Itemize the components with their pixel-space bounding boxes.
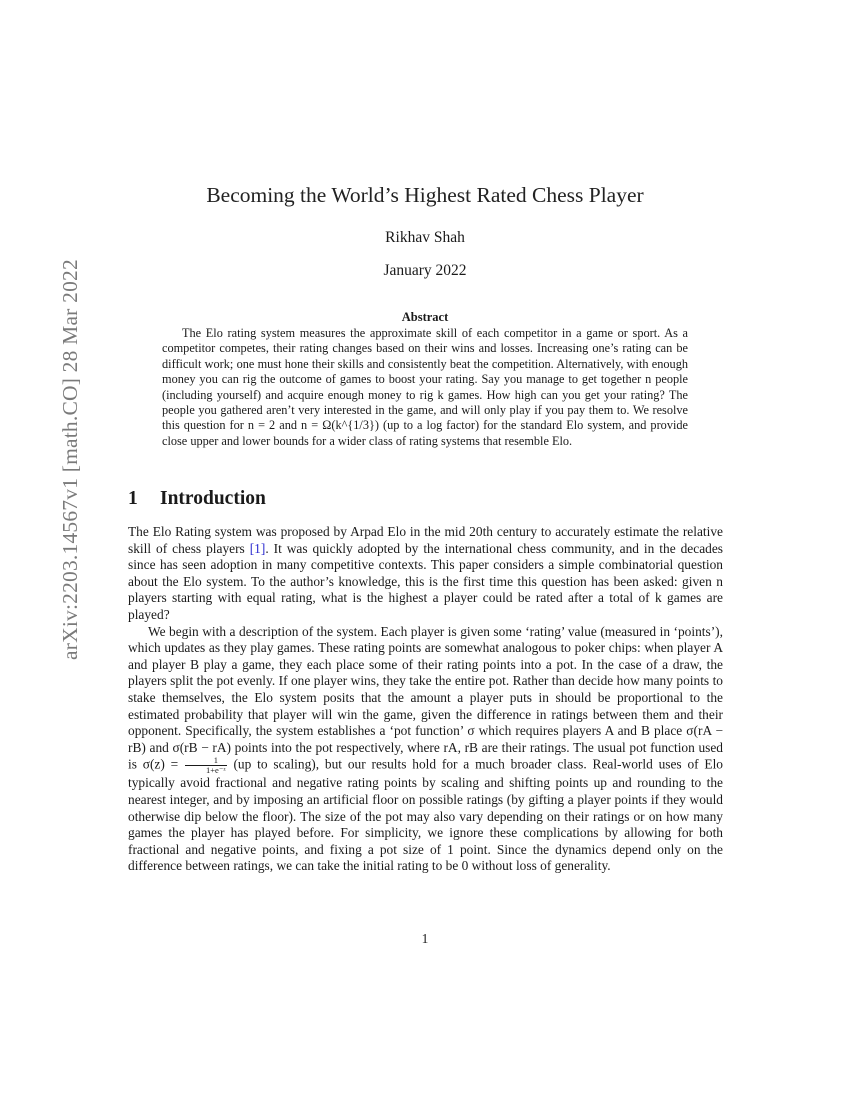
paper-title: Becoming the World’s Highest Rated Chess Player [206,183,644,207]
fraction-denominator: 1+e⁻ᶻ [206,765,226,776]
sigmoid-fraction [185,756,227,775]
paragraph-2-text-a: We begin with a description of the system. Each player is given some ‘rating’ value (measured in ‘points’), which updates as they play games. These rating points are somewhat analogous to poker chips: when player A and player B play a game, they each place some of their rating points into a pot. In the case of a draw, the players split the pot evenly. If one player wins, they take the entire pot. Rather than decide how many points to stake themselves, the Elo system posits that the amount a player puts in should be proportional to the estimated probability that player will win the game, given the difference in ratings between them and their opponent. Specifically, the system establishes a ‘pot function’ σ which requires players A and B place σ(rA − rB) and σ(rB − rA) points into the pot respectively, where rA, rB are their ratings. The usual pot function used is σ(z) = [128,623,723,772]
author-name: Rikhav Shah [385,229,465,246]
body-text [128,524,723,875]
paragraph-2 [128,624,723,875]
publication-date: January 2022 [383,262,467,279]
paragraph-2-text-b: (up to scaling), but our results hold for a much broader class. Real-world uses of Elo typically avoid fractional and negative rating points by scaling and shifting points up and rounding to the nearest integer, and by imposing an artificial floor on possible ratings (by gifting a player points if they would otherwise dip below the floor). The size of the pot may also vary depending on their ratings or on how many games the player has played before. For simplicity, we ignore these complications by allowing for both fractional and negative points, and fixing a pot size of 1 point. Since the dynamics depend only on the difference between ratings, we can take the initial rating to be 0 without loss of generality. [128,756,724,874]
section-number: 1 [128,488,138,509]
paragraph-1 [128,524,723,624]
section-heading [128,488,266,510]
paragraph-1-text-a: The Elo Rating system was proposed by Arpad Elo in the mid 20th century to accurately estimate the relative skill of chess players [128,524,723,556]
section-title: Introduction [160,488,266,509]
abstract-text: The Elo rating system measures the approximate skill of each competitor in a game or sport. As a competitor competes, their rating changes based on their wins and losses. Increasing one’s rating can be difficult work; one must hone their skills and consistently beat the competition. Alternatively, with enough money you can rig the outcome of games to boost your rating. Say you manage to get together n people (including yourself) and acquire enough money to rig k games. How high can you get your rating? The people you gathered aren’t very interested in the game, and will only play if you pay them to. We resolve this question for n = 2 and n = Ω(k^{1/3}) (up to a log factor) for the standard Elo system, and provide close upper and lower bounds for a wider class of rating systems that resemble Elo. [162,326,688,448]
fraction-numerator: 1 [185,756,227,766]
paragraph-1-text-b: . It was quickly adopted by the international chess community, and in the decades since has seen adoption in many competitive contexts. This paper considers a simple combinatorial question about the Elo system. To the author’s knowledge, this is the first time this question has been asked: given n players starting with equal rating, what is the highest a player could be rated after a total of k games are played? [128,540,723,622]
arxiv-identifier: arXiv:2203.14567v1 [math.CO] 28 Mar 2022 [58,259,82,660]
abstract-heading: Abstract [401,310,449,324]
citation-link[interactable]: [1] [249,540,266,556]
page-number: 1 [421,931,429,946]
